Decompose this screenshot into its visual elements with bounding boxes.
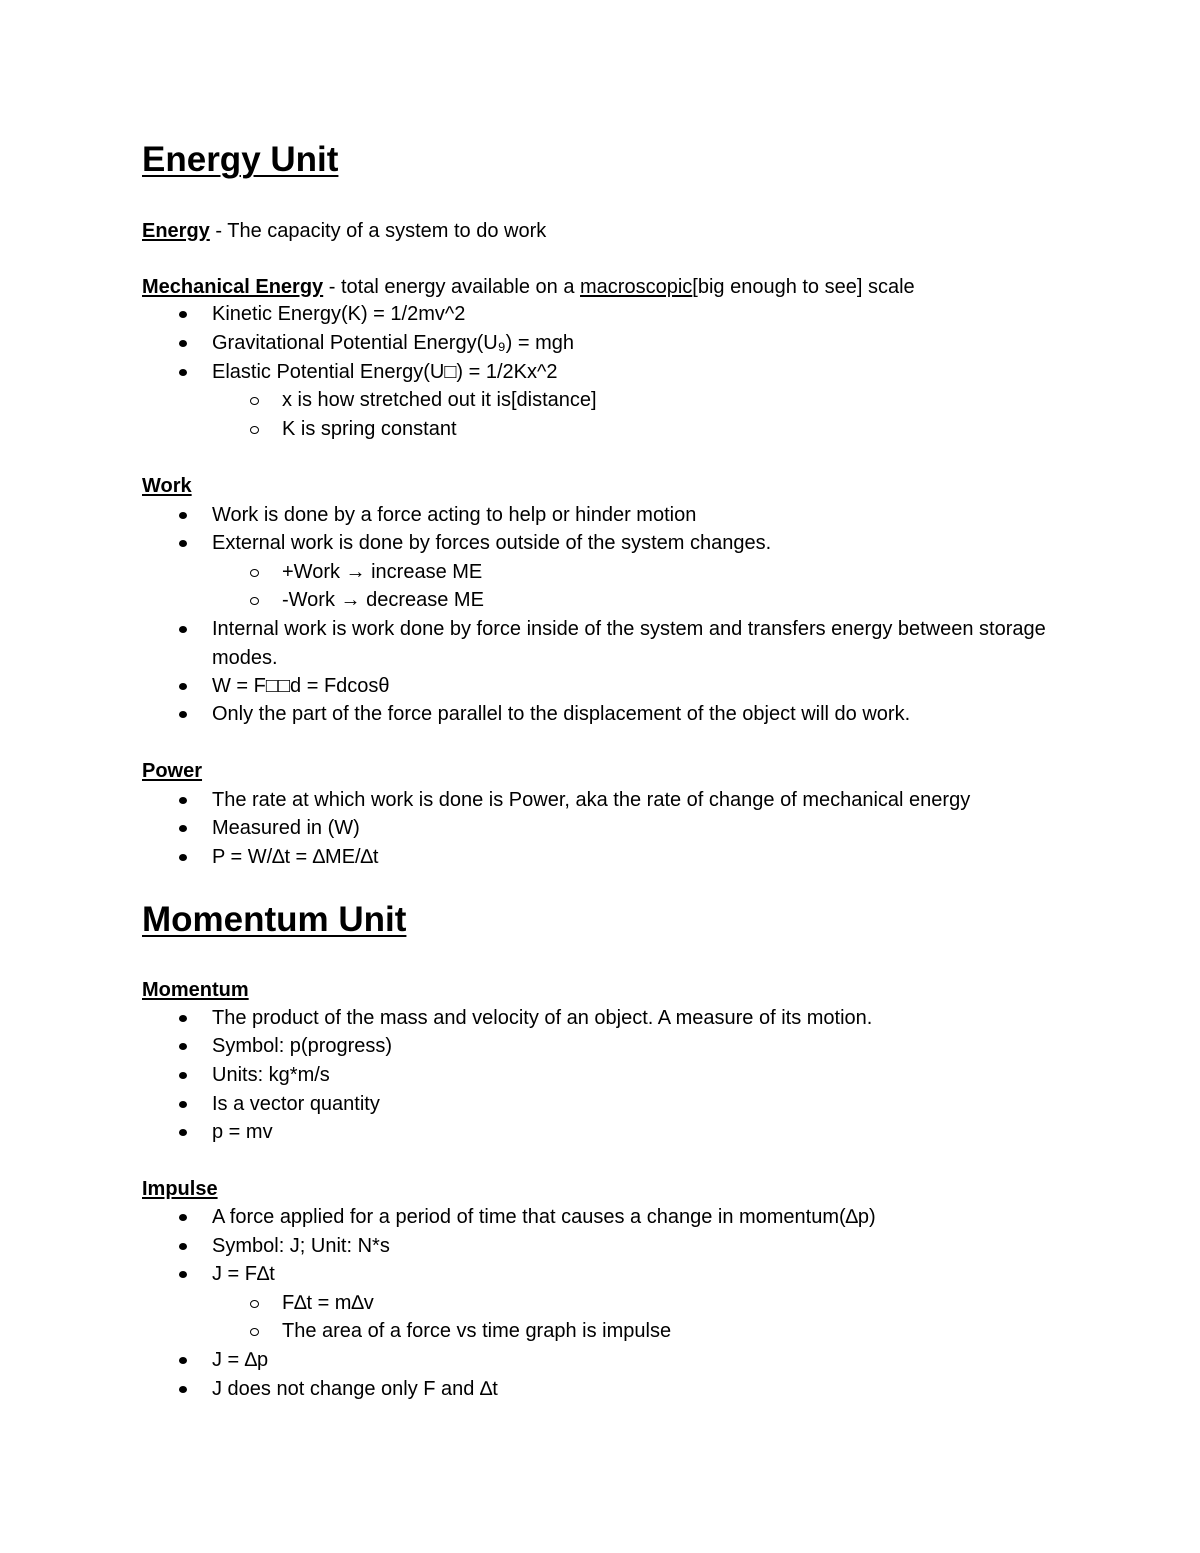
- macroscopic-link: macroscopic: [580, 276, 693, 298]
- list-item: [142, 358, 1062, 387]
- sub-list-item: [142, 415, 457, 444]
- list-item-text: Symbol: J; Unit: N*s: [212, 1235, 390, 1257]
- list-item-text: A force applied for a period of time that causes a change in momentum(∆p): [212, 1206, 876, 1228]
- sub-list-item-text: x is how stretched out it is[distance]: [282, 389, 597, 411]
- list-item: [142, 1260, 1062, 1289]
- energy-term: Energy: [142, 220, 210, 242]
- list-item: [142, 814, 1062, 843]
- bullet-icon: [179, 1129, 187, 1136]
- list-item: [142, 843, 1062, 872]
- energy-definition: [142, 219, 546, 243]
- list-item-text: p = mv: [212, 1121, 273, 1143]
- list-item-text: Symbol: p(progress): [212, 1035, 393, 1057]
- list-item-text: Elastic Potential Energy(U□) = 1/2Kx^2: [212, 361, 558, 383]
- bullet-icon: [179, 512, 187, 519]
- list-item: [142, 1232, 1062, 1261]
- list-item: [142, 786, 1062, 815]
- list-item: [142, 615, 1062, 672]
- list-item: [142, 529, 1062, 558]
- sub-list-item-text: -Work → decrease ME: [282, 589, 484, 611]
- mechanical-energy-definition: [142, 275, 915, 299]
- bullet-icon: [179, 311, 187, 318]
- list-item-text: Kinetic Energy(K) = 1/2mv^2: [212, 303, 466, 325]
- list-item-text: Work is done by a force acting to help or hinder motion: [212, 504, 697, 526]
- bullet-icon: [179, 711, 187, 718]
- list-item-text: The rate at which work is done is Power, aka the rate of change of mechanical energy: [212, 789, 971, 811]
- momentum-heading: Momentum: [142, 979, 249, 1001]
- list-item: [142, 1118, 1062, 1147]
- list-item-text: External work is done by forces outside of the system changes.: [212, 532, 772, 554]
- bullet-icon: [179, 797, 187, 804]
- bullet-icon: [179, 626, 187, 633]
- bullet-icon: [179, 825, 187, 832]
- mechanical-energy-term: Mechanical Energy: [142, 276, 324, 298]
- circle-bullet-icon: [250, 426, 259, 434]
- sub-list-item-text: F∆t = m∆v: [282, 1292, 374, 1314]
- bullet-icon: [179, 340, 187, 347]
- list-item: [142, 700, 1062, 729]
- list-item: [142, 1032, 1062, 1061]
- bullet-icon: [179, 1214, 187, 1221]
- list-item-text: Only the part of the force parallel to the displacement of the object will do work.: [212, 703, 911, 725]
- list-item-text: Measured in (W): [212, 817, 360, 839]
- momentum-unit-title: Momentum Unit: [142, 900, 407, 939]
- power-heading: Power: [142, 760, 203, 782]
- list-item-text: P = W/∆t = ∆ME/∆t: [212, 846, 379, 868]
- list-item: [142, 1061, 1062, 1090]
- list-item: [142, 501, 1062, 530]
- sub-list-item-text: K is spring constant: [282, 418, 457, 440]
- sub-list-item: [142, 586, 484, 615]
- bullet-icon: [179, 1271, 187, 1278]
- list-item: [142, 1346, 1062, 1375]
- circle-bullet-icon: [250, 1328, 259, 1336]
- list-item-text: Internal work is work done by force inside of the system and transfers energy between storage modes.: [212, 618, 1046, 669]
- energy-unit-title: Energy Unit: [142, 140, 339, 179]
- bullet-icon: [179, 1243, 187, 1250]
- circle-bullet-icon: [250, 1300, 259, 1308]
- sub-list-item: [142, 558, 482, 587]
- sub-list-item: [142, 1317, 671, 1346]
- bullet-icon: [179, 540, 187, 547]
- list-item: [142, 1090, 1062, 1119]
- bullet-icon: [179, 1386, 187, 1393]
- bullet-icon: [179, 1072, 187, 1079]
- list-item-text: J = F∆t: [212, 1263, 275, 1285]
- list-item-text: Gravitational Potential Energy(U₉) = mgh: [212, 332, 574, 354]
- list-item-text: W = F□□d = Fdcosθ: [212, 675, 390, 697]
- bullet-icon: [179, 683, 187, 690]
- sub-list-item: [142, 1289, 374, 1318]
- list-item: [142, 1375, 1062, 1404]
- list-item: [142, 300, 1062, 329]
- bullet-icon: [179, 1015, 187, 1022]
- circle-bullet-icon: [250, 597, 259, 605]
- list-item-text: Is a vector quantity: [212, 1093, 380, 1115]
- sub-list-item-text: +Work → increase ME: [282, 561, 483, 583]
- list-item-text: Units: kg*m/s: [212, 1064, 330, 1086]
- list-item-text: J = ∆p: [212, 1349, 269, 1371]
- circle-bullet-icon: [250, 397, 259, 405]
- mechanical-energy-text: - total energy available on a: [323, 276, 581, 298]
- list-item: [142, 1004, 1062, 1033]
- impulse-heading: Impulse: [142, 1178, 218, 1200]
- list-item: [142, 1203, 1062, 1232]
- sub-list-item-text: The area of a force vs time graph is impulse: [282, 1320, 672, 1342]
- list-item: [142, 329, 1062, 358]
- circle-bullet-icon: [250, 569, 259, 577]
- mechanical-energy-tail: [big enough to see] scale: [692, 276, 915, 298]
- bullet-icon: [179, 1101, 187, 1108]
- list-item-text: J does not change only F and ∆t: [212, 1378, 498, 1400]
- bullet-icon: [179, 854, 187, 861]
- bullet-icon: [179, 1043, 187, 1050]
- bullet-icon: [179, 1357, 187, 1364]
- sub-list-item: [142, 386, 597, 415]
- energy-definition-text: - The capacity of a system to do work: [209, 220, 547, 242]
- list-item: [142, 672, 1062, 701]
- bullet-icon: [179, 369, 187, 376]
- list-item-text: The product of the mass and velocity of an object. A measure of its motion.: [212, 1007, 873, 1029]
- work-heading: Work: [142, 475, 192, 497]
